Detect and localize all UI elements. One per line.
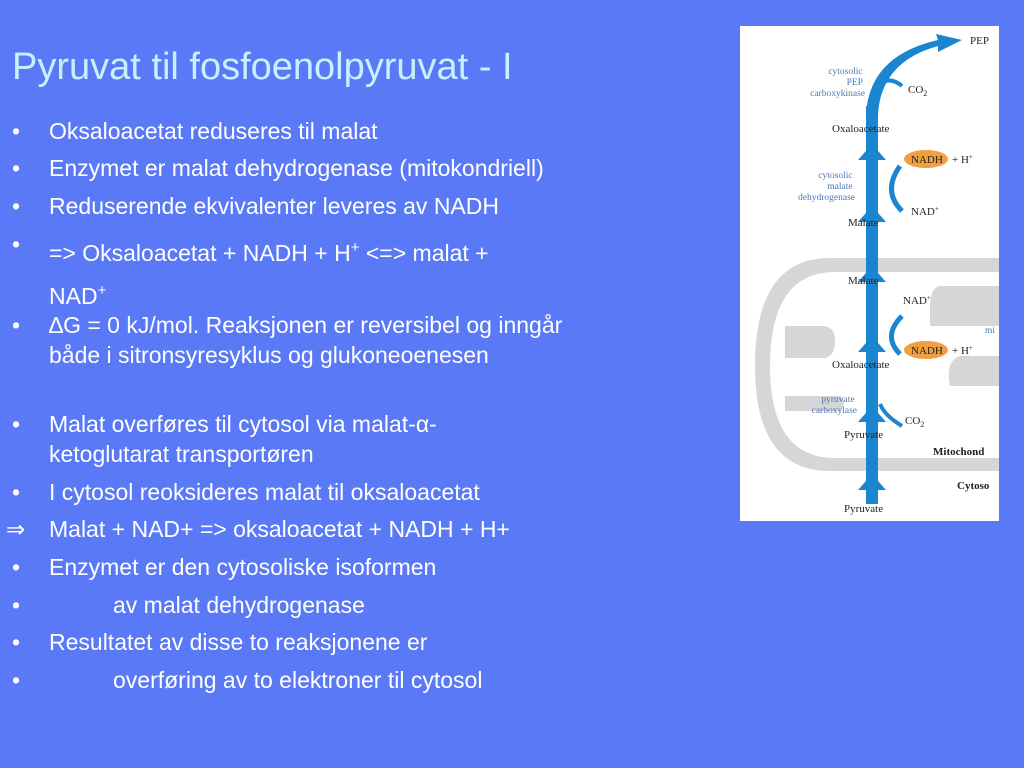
bullet-marker: • <box>12 231 21 257</box>
enzyme-line: malate <box>827 182 853 192</box>
bullet-text: Resultatet av disse to reaksjonene er <box>49 629 428 655</box>
bullet-marker: • <box>12 193 21 219</box>
bullet-text: Enzymet er den cytosoliske isoformen <box>49 554 437 580</box>
equation-part: NAD <box>49 283 98 309</box>
bullet-marker: • <box>12 155 21 181</box>
superscript-plus: + <box>97 282 107 299</box>
enzyme-line: dehydrogenase <box>798 193 855 203</box>
enzyme-line: carboxylase <box>811 406 857 416</box>
co2-subscript: 2 <box>920 420 925 429</box>
pathway-diagram <box>740 26 999 521</box>
co2-text: CO <box>908 84 924 96</box>
superscript-plus: + <box>350 239 360 256</box>
malate-mito-label: Malate <box>848 275 879 287</box>
bullet-marker: • <box>12 312 21 338</box>
nad-label <box>911 205 939 218</box>
flux-arrow-curve <box>866 34 962 116</box>
enzyme-line: carboxykinase <box>810 89 865 99</box>
flux-arrow-shaft <box>866 106 878 504</box>
bullet-text: ∆G = 0 kJ/mol. Reaksjonen er reversibel og inngår både i sitronsyresyklus og glukoneoenesen <box>49 312 563 368</box>
h-sup: + <box>968 153 973 161</box>
implies-arrow-icon: ⇒ <box>6 516 26 542</box>
cytosol-label: Cytoso <box>957 480 990 492</box>
nad-text: NAD <box>911 206 935 218</box>
enzyme-cytosolic-mdh <box>798 171 855 203</box>
bullet-marker: • <box>12 667 21 693</box>
nad-sup: + <box>934 205 939 213</box>
slide-title: Pyruvat til fosfoenolpyruvat - I <box>12 46 513 88</box>
oxaloacetate-cytosol-label: Oxaloacetate <box>832 123 890 135</box>
h-plus-label <box>952 153 973 166</box>
mitochondrion-label: Mitochond <box>933 446 985 458</box>
bullet-text: overføring av to elektroner til cytosol <box>113 667 483 693</box>
co2-text: CO <box>905 415 921 427</box>
side-arrow <box>891 166 902 211</box>
bullet-marker: • <box>12 592 21 618</box>
pyruvate-mito-label: Pyruvate <box>844 429 884 441</box>
co2-subscript: 2 <box>923 89 928 98</box>
arrowhead <box>858 144 886 160</box>
mi-fragment-label: mi <box>985 326 996 336</box>
reaction-equation <box>49 229 689 315</box>
nad-text: NAD <box>903 295 927 307</box>
nadh-label: NADH <box>911 154 943 166</box>
enzyme-pepck <box>810 67 865 99</box>
bullet-marker: • <box>12 629 21 655</box>
bullet-text: Oksaloacetat reduseres til malat <box>49 118 378 144</box>
nad-mito-label <box>903 294 931 307</box>
h-text: + H <box>952 154 969 166</box>
bullet-text: av malat dehydrogenase <box>113 592 365 618</box>
bullet-marker: • <box>12 479 21 505</box>
oxaloacetate-mito-label: Oxaloacetate <box>832 359 890 371</box>
enzyme-line: cytosolic <box>818 171 853 181</box>
bullet-text: Malat overføres til cytosol via malat-α-ketoglutarat transportøren <box>49 411 437 467</box>
malate-cytosol-label: Malate <box>848 217 879 229</box>
enzyme-line: pyruvate <box>821 395 855 405</box>
nadh-mito-label: NADH <box>911 345 943 357</box>
bullet-text: Enzymet er malat dehydrogenase (mitokondriell) <box>49 155 544 181</box>
bullet-text: Reduserende ekvivalenter leveres av NADH <box>49 193 499 219</box>
bullet-text: I cytosol reoksideres malat til oksaloacetat <box>49 479 480 505</box>
bullet-marker: • <box>12 554 21 580</box>
pep-label: PEP <box>970 35 989 47</box>
equation-part: => Oksaloacetat + NADH + H <box>49 240 351 266</box>
enzyme-line: PEP <box>846 78 863 88</box>
equation-part: <=> malat + <box>359 240 489 266</box>
nad-sup: + <box>926 294 931 302</box>
co2-label <box>908 84 927 98</box>
h-text: + H <box>952 345 969 357</box>
arrowhead <box>858 474 886 490</box>
enzyme-line: cytosolic <box>828 67 863 77</box>
pyruvate-cytosol-label: Pyruvate <box>844 503 884 515</box>
bullet-marker: • <box>12 411 21 437</box>
h-sup: + <box>968 344 973 352</box>
pathway-figure <box>740 26 999 521</box>
bullet-marker: • <box>12 118 21 144</box>
bullet-text: Malat + NAD+ => oksaloacetat + NADH + H+ <box>49 516 510 542</box>
